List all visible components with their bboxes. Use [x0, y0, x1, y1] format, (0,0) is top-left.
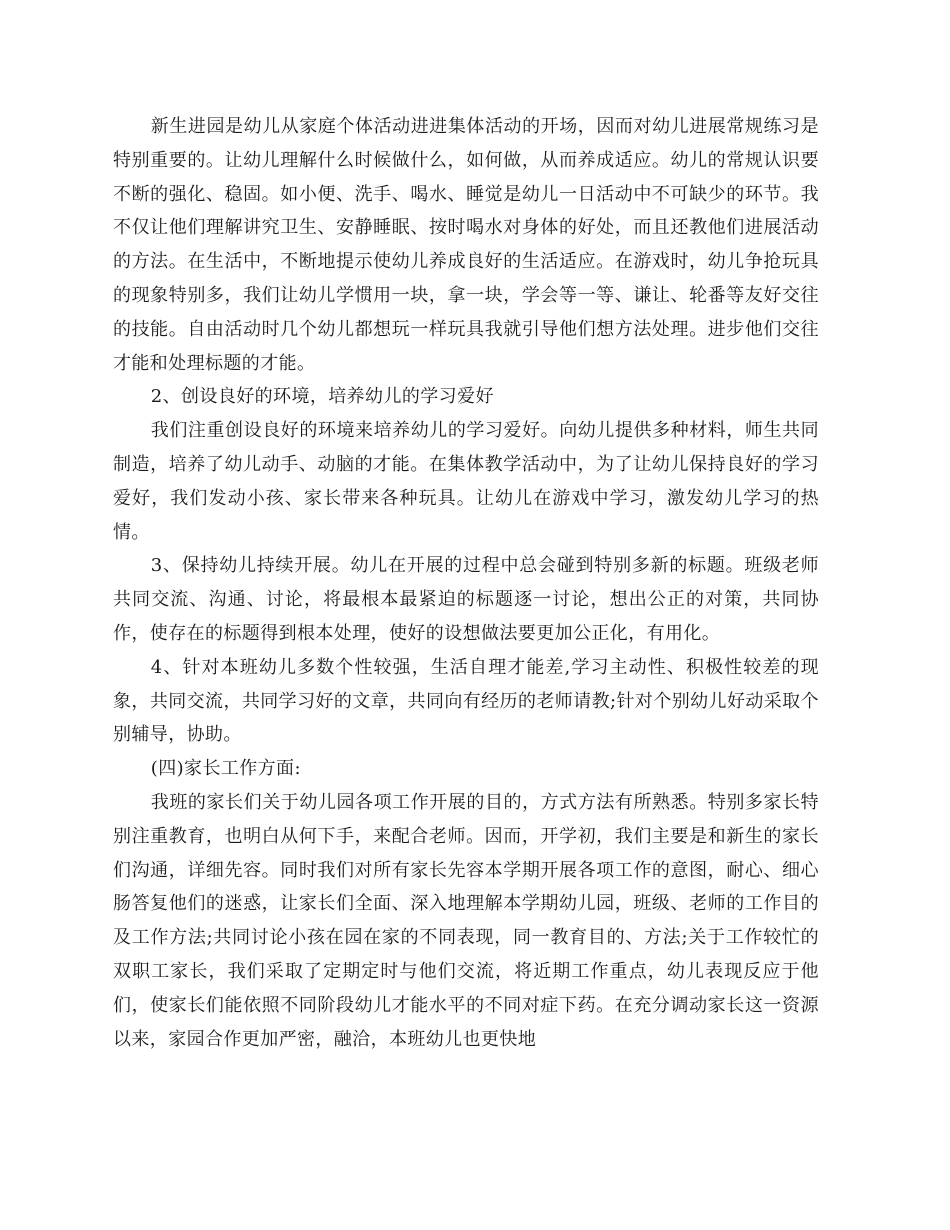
paragraph-individual-guidance: 4、针对本班幼儿多数个性较强，生活自理才能差,学习主动性、积极性较差的现象，共同交流，共同学习好的文章，共同向有经历的老师请教;针对个别幼儿好动采取个别辅导，协助。	[113, 656, 819, 746]
paragraph-heading-environment: 2、创设良好的环境，培养幼儿的学习爱好	[150, 386, 494, 408]
paragraph-continuous-development: 3、保持幼儿持续开展。幼儿在开展的过程中总会碰到特别多新的标题。班级老师共同交流、沟通、讨论，将最根本最紧迫的标题逐一讨论，想出公正的对策，共同协作，使存在的标题得到根本处理，使好的设想做法要更加公正化，有用化。	[113, 555, 819, 644]
paragraph-heading-parents: (四)家长工作方面:	[150, 758, 301, 780]
paragraph-routine-training: 新生进园是幼儿从家庭个体活动进进集体活动的开场，因而对幼儿进展常规练习是特别重要的。让幼儿理解什么时候做什么，如何做，从而养成适应。幼儿的常规认识要不断的强化、稳固。如小便、洗手、喝水、睡觉是幼儿一日活动中不可缺少的环节。我不仅让他们理解讲究卫生、安静睡眠、按时喝水对身体的好处，而且还教他们进展活动的方法。在生活中，不断地提示使幼儿养成良好的生活适应。在游戏时，幼儿争抢玩具的现象特别多，我们让幼儿学惯用一块，拿一块，学会等一等、谦让、轮番等友好交往的技能。自由活动时几个幼儿都想玩一样玩具我就引导他们想方法处理。进步他们交往才能和处理标题的才能。	[113, 116, 819, 374]
document-body	[113, 110, 819, 1056]
paragraph-parents-work: 我班的家长们关于幼儿园各项工作开展的目的，方式方法有所熟悉。特别多家长特别注重教育，也明白从何下手，来配合老师。因而，开学初，我们主要是和新生的家长们沟通，详细先容。同时我们对所有家长先容本学期开展各项工作的意图，耐心、细心肠答复他们的迷惑，让家长们全面、深入地理解本学期幼儿园，班级、老师的工作目的及工作方法;共同讨论小孩在园在家的不同表现，同一教育目的、方法;关于工作较忙的双职工家长，我们采取了定期定时与他们交流，将近期工作重点，幼儿表现反应于他们，使家长们能依照不同阶段幼儿才能水平的不同对症下药。在充分调动家长这一资源以来，家园合作更加严密，融洽，本班幼儿也更快地	[113, 791, 819, 1050]
paragraph-environment: 我们注重创设良好的环境来培养幼儿的学习爱好。向幼儿提供多种材料，师生共同制造，培养了幼儿动手、动脑的才能。在集体教学活动中，为了让幼儿保持良好的学习爱好，我们发动小孩、家长带来各种玩具。让幼儿在游戏中学习，激发幼儿学习的热情。	[113, 420, 819, 543]
